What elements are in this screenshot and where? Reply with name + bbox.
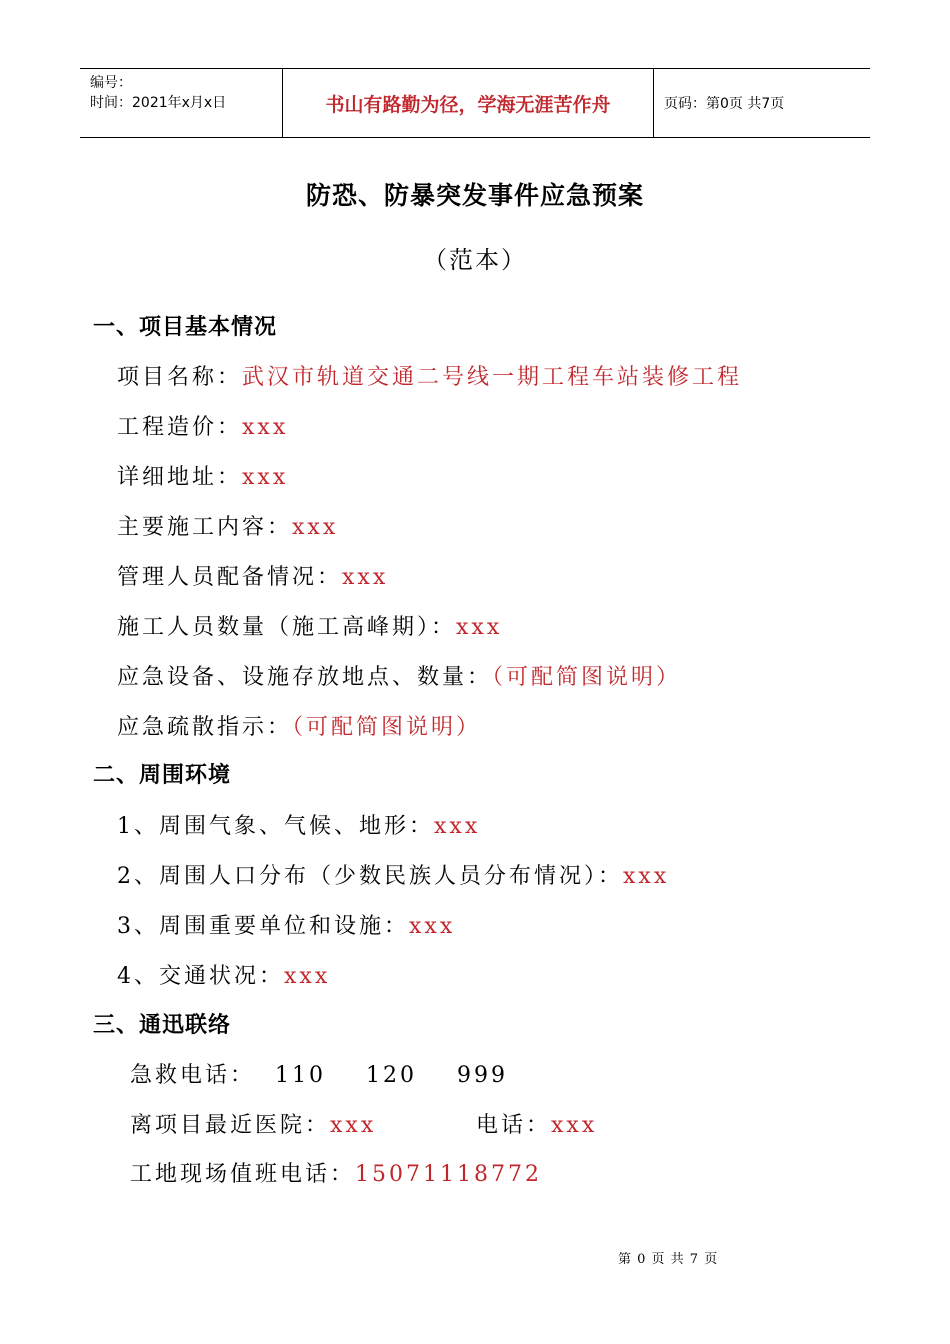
field-label: 电话： (476, 1113, 552, 1138)
field-value: xxx (409, 914, 456, 939)
field-value: xxx (284, 964, 331, 989)
field-value: xxx (623, 864, 670, 889)
climate-terrain-row (117, 809, 480, 840)
management-staff-row (117, 560, 388, 591)
field-label: 1、周围气象、气候、地形： (117, 814, 434, 839)
important-facilities-row (117, 909, 455, 940)
field-value: xxx (242, 465, 289, 490)
field-value: xxx (342, 565, 389, 590)
emergency-phone-row (130, 1058, 508, 1089)
document-time: 时间：2021年x月x日 (90, 95, 227, 111)
main-construction-row (117, 510, 338, 541)
field-value: xxx (456, 615, 503, 640)
section-heading-communication: 三、通迅联络 (93, 1013, 232, 1038)
document-subtitle: （范本） (423, 246, 527, 274)
field-label: 项目名称： (117, 365, 243, 390)
evacuation-instructions-row (117, 710, 481, 741)
field-label: 管理人员配备情况： (117, 565, 343, 590)
field-label: 应急设备、设施存放地点、数量： (117, 665, 493, 690)
document-number-label: 编号： (90, 75, 132, 91)
project-name-row (117, 360, 742, 391)
field-value: xxx (434, 814, 481, 839)
field-label: 详细地址： (117, 465, 243, 490)
emergency-numbers: 110 120 999 (275, 1063, 508, 1088)
field-value: 15071118772 (355, 1162, 542, 1187)
document-title: 防恐、防暴突发事件应急预案 (305, 181, 644, 210)
field-label: 主要施工内容： (117, 515, 293, 540)
field-label: 3、周围重要单位和设施： (117, 914, 409, 939)
field-label: 应急疏散指示： (117, 715, 293, 740)
header-motto-cell (282, 69, 654, 137)
page-footer: 第 0 页 共 7 页 (618, 1252, 719, 1267)
page-header (80, 68, 870, 138)
project-cost-row (117, 410, 288, 441)
section-heading-surroundings: 二、周围环境 (93, 763, 232, 788)
section-heading-project-info: 一、项目基本情况 (93, 315, 278, 340)
field-value: xxx (292, 515, 339, 540)
duty-phone-row (130, 1157, 542, 1188)
population-row (117, 859, 669, 890)
worker-count-row (117, 610, 502, 641)
field-label: 离项目最近医院： (130, 1113, 331, 1138)
header-page-cell (654, 69, 870, 137)
field-label: 工地现场值班电话： (130, 1162, 356, 1187)
field-value: xxx (242, 415, 289, 440)
header-left-cell (80, 69, 282, 137)
traffic-status-row (117, 959, 330, 990)
header-motto: 书山有路勤为径，学海无涯苦作舟 (325, 93, 611, 116)
field-label: 4、交通状况： (117, 964, 284, 989)
header-page-info: 页码：第0页 共7页 (664, 96, 785, 112)
field-value: （可配简图说明） (292, 715, 482, 740)
project-address-row (117, 460, 288, 491)
field-value: 武汉市轨道交通二号线一期工程车站装修工程 (242, 365, 743, 390)
nearest-hospital-row (130, 1108, 376, 1139)
field-value: （可配简图说明） (492, 665, 682, 690)
field-label: 2、周围人口分布（少数民族人员分布情况）： (117, 864, 623, 889)
field-value: xxx (330, 1113, 377, 1138)
field-label: 急救电话： (130, 1063, 256, 1088)
hospital-phone-row (476, 1108, 597, 1139)
field-label: 工程造价： (117, 415, 243, 440)
field-label: 施工人员数量（施工高峰期）： (117, 615, 457, 640)
field-value: xxx (551, 1113, 598, 1138)
emergency-equipment-row (117, 660, 681, 691)
